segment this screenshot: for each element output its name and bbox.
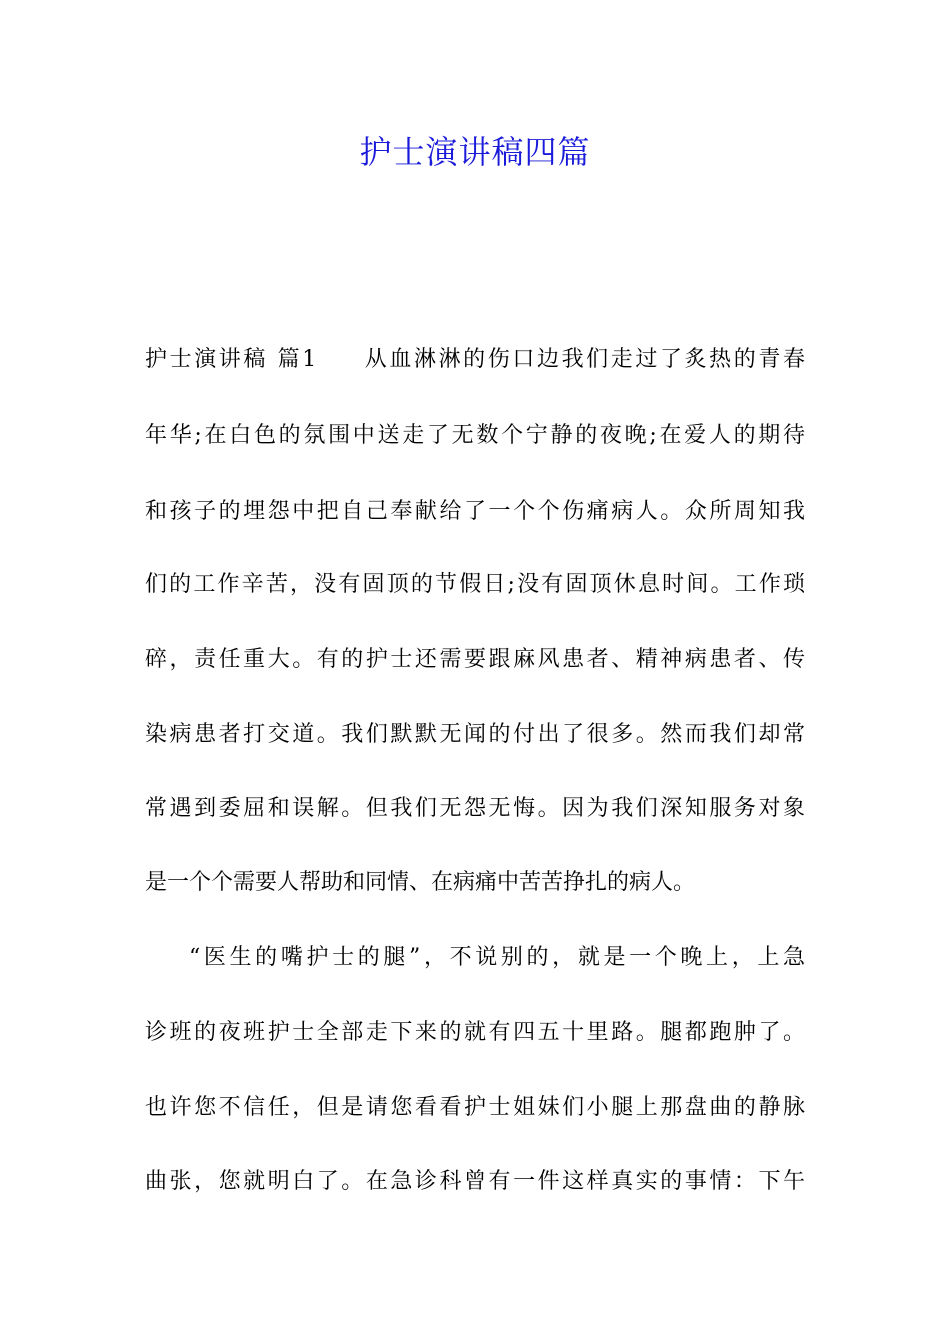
- body-line-12: 曲张，您就明白了。在急诊科曾有一件这样真实的事情：下午: [145, 1169, 805, 1194]
- body-line-1: [145, 345, 805, 375]
- body-line-2: 年华;在白色的氛围中送走了无数个宁静的夜晚;在爱人的期待: [145, 423, 805, 448]
- body-line-7: 常遇到委屈和误解。但我们无怨无悔。因为我们深知服务对象: [145, 796, 805, 821]
- body-line-6: 染病患者打交道。我们默默无闻的付出了很多。然而我们却常: [145, 722, 805, 747]
- body-line-10: 诊班的夜班护士全部走下来的就有四五十里路。腿都跑肿了。: [145, 1020, 805, 1045]
- body-text: 从血淋淋的伤口边我们走过了炙热的青春: [362, 347, 805, 372]
- body-line-11: 也许您不信任，但是请您看看护士姐妹们小腿上那盘曲的静脉: [145, 1095, 805, 1120]
- paragraph-start: “医生的嘴护士的腿”，不说别的，就是一个晚上，上急: [189, 945, 805, 970]
- body-line-3: 和孩子的埋怨中把自己奉献给了一个个伤痛病人。众所周知我: [145, 499, 805, 524]
- section-heading: 护士演讲稿 篇1: [145, 347, 317, 372]
- body-line-8: 是一个个需要人帮助和同情、在病痛中苦苦挣扎的病人。: [145, 870, 696, 895]
- body-line-4: 们的工作辛苦，没有固顶的节假日;没有固顶休息时间。工作琐: [145, 572, 805, 597]
- body-line-5: 碎，责任重大。有的护士还需要跟麻风患者、精神病患者、传: [145, 647, 805, 672]
- document-title: 护士演讲稿四篇: [359, 133, 591, 171]
- body-line-9: [145, 943, 805, 973]
